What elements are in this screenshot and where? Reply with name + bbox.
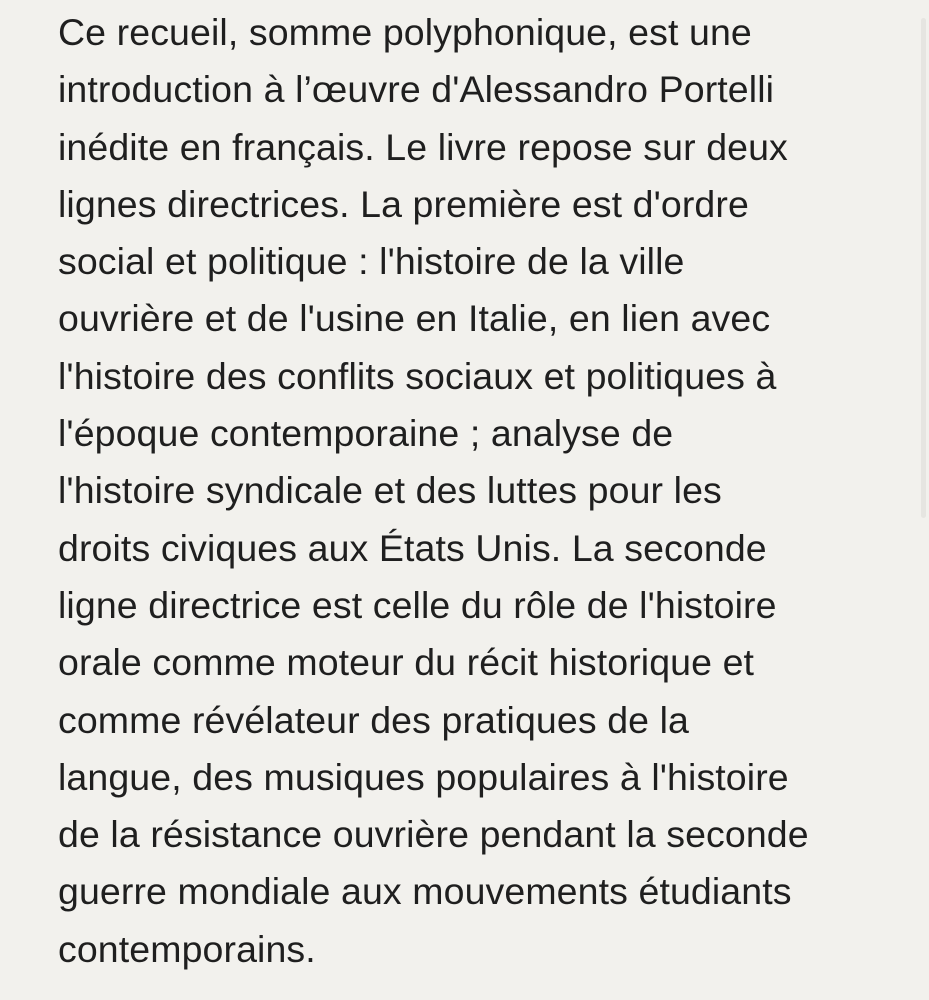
paragraph-line-13: comme révélateur des pratiques de la [58,698,690,741]
paragraph-line-8: l'époque contemporaine ; analyse de [58,412,674,455]
paragraph-line-17: contemporains. [58,927,316,970]
paragraph-line-3: inédite en français. Le livre repose sur deux [58,125,788,168]
paragraph-line-11: ligne directrice est celle du rôle de l'histoire [58,583,777,626]
paragraph-line-14: langue, des musiques populaires à l'histoire [58,755,789,798]
paragraph-line-16: guerre mondiale aux mouvements étudiants [58,870,792,913]
paragraph-line-9: l'histoire syndicale et des luttes pour les [58,469,722,512]
paragraph-line-10: droits civiques aux États Unis. La seconde [58,526,767,569]
description-paragraph [58,4,918,978]
paragraph-line-1: Ce recueil, somme polyphonique, est une [58,11,752,53]
paragraph-line-15: de la résistance ouvrière pendant la seconde [58,813,809,856]
paragraph-line-12: orale comme moteur du récit historique et [58,641,755,684]
paragraph-line-4: lignes directrices. La première est d'ordre [58,182,749,225]
paragraph-line-2: introduction à l’œuvre d'Alessandro Portelli [58,68,775,111]
paragraph-line-5: social et politique : l'histoire de la ville [58,240,685,283]
vertical-scrollbar[interactable] [919,18,929,518]
paragraph-line-7: l'histoire des conflits sociaux et politiques à [58,354,777,397]
scrollbar-thumb[interactable] [921,18,926,518]
paragraph-line-6: ouvrière et de l'usine en Italie, en lien avec [58,297,771,340]
